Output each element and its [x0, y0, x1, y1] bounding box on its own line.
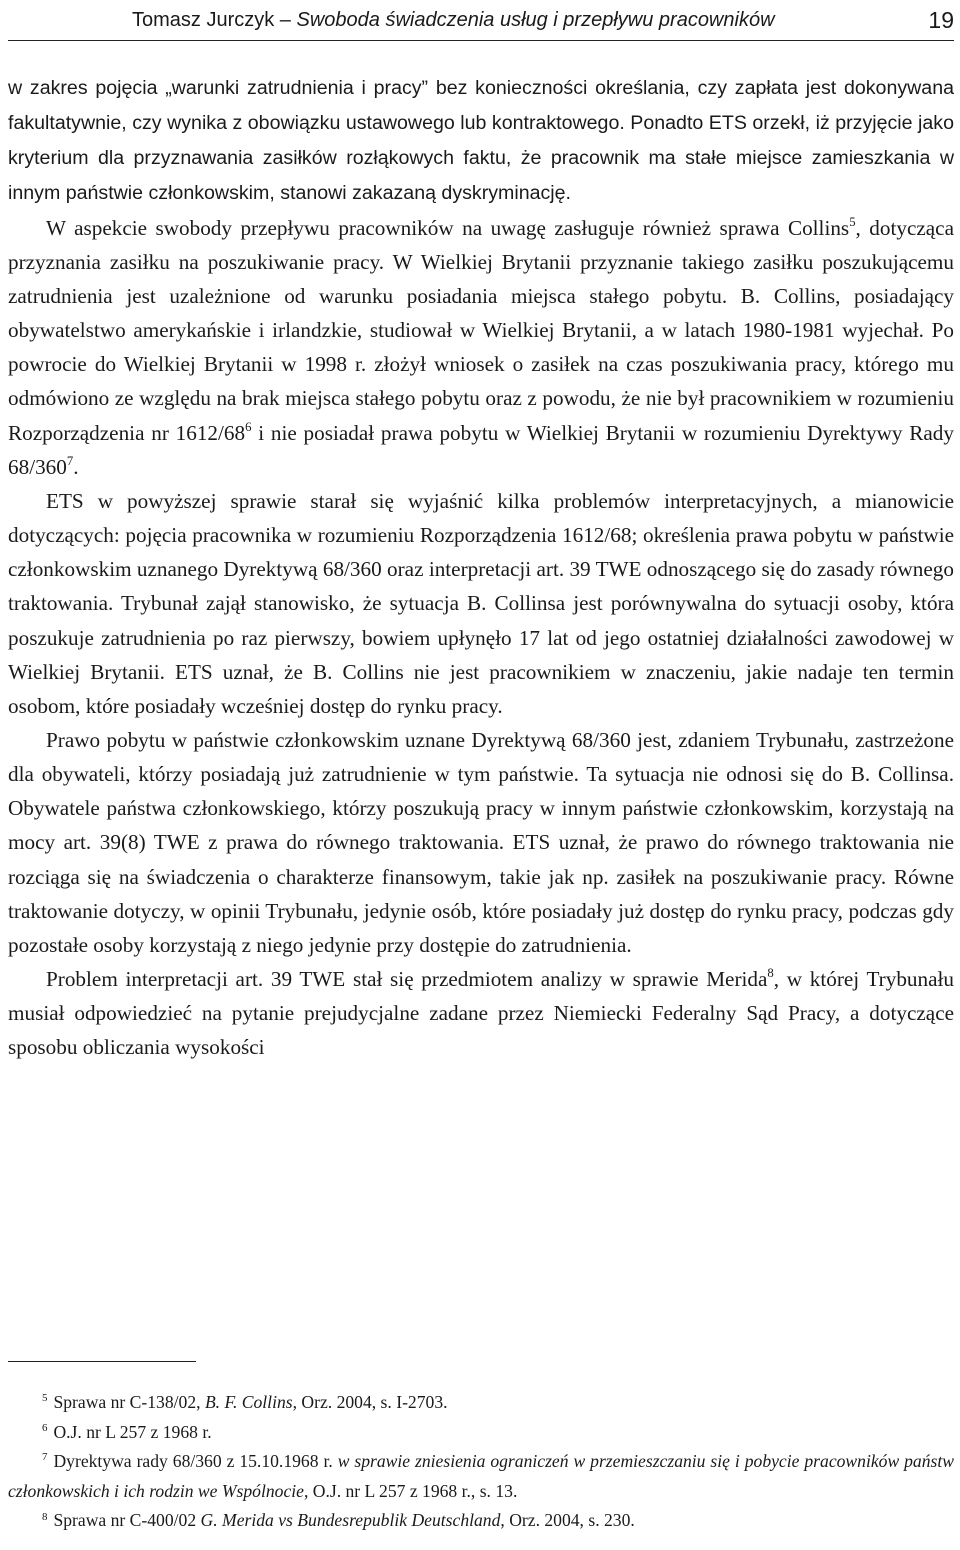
footnote-text-end: , Orz. 2004, s. I-2703.: [292, 1392, 448, 1412]
paragraph-4: Prawo pobytu w państwie członkowskim uznane Dyrektywą 68/360 jest, zdaniem Trybunału, zastrzeżone dla obywateli, którzy posiadają już zatrudnienie w tym państwie. Ta sytuacja nie odnosi się do B. Collinsa. Obywatele państwa członkowskiego, którzy poszukują pracy w innym państwie członkowskim, korzystają na mocy art. 39(8) TWE z prawa do równego traktowania. ETS uznał, że prawo do równego traktowania nie rozciąga się na świadczenia o charakterze finansowym, takie jak np. zasiłek na poszukiwanie pracy. Równe traktowanie dotyczy, w opinii Trybunału, jedynie osób, które posiadały już dostęp do rynku pracy, podczas gdy pozostałe osoby korzystają z niego jedynie przy dostępie do zatrudnienia.: [8, 727, 954, 957]
footnote-8: [8, 1506, 954, 1536]
paragraph-2: [8, 211, 954, 484]
footnote-5: [8, 1388, 954, 1418]
running-header: [10, 0, 954, 40]
paragraph-2-text-d: .: [73, 454, 79, 479]
footnote-number: 5: [42, 1392, 48, 1405]
footnote-text: Sprawa nr C-138/02,: [53, 1392, 205, 1412]
footnote-italic: B. F. Collins: [204, 1392, 293, 1412]
footnote-text-end: , Orz. 2004, s. 230.: [500, 1510, 635, 1531]
paragraph-2-text-a: W aspekcie swobody przepływu pracowników na uwagę zasługuje również sprawa Collins: [46, 215, 850, 240]
footnote-separator: [8, 1361, 196, 1362]
footnote-ref-6: 6: [245, 419, 252, 434]
paragraph-1-text: w zakres pojęcia „warunki zatrudnienia i pracy” bez konieczności określania, czy zapłata jest dokonywana fakultatywnie, czy wynika z obowiązku ustawowego lub kontraktowego. Ponadto ETS orzekł, iż przyjęcie jako kryterium dla przyznawania zasiłków rozłąkowych faktu, że pracownik ma stałe miejsce zamieszkania w innym państwie członkowskim, stanowi zakazaną dyskryminację.: [8, 77, 954, 205]
footnote-italic: w sprawie zniesienia ograniczeń w przemieszczaniu się i pobycie pracowników państw członkowskich i ich rodzin we Wspólnocie: [8, 1451, 954, 1501]
footnote-italic: G. Merida vs Bundesrepublik Deutschland: [200, 1510, 501, 1531]
footnotes: [8, 1388, 954, 1536]
paragraph-5: [8, 962, 954, 1064]
body-text: [8, 70, 954, 1065]
footnote-6: [8, 1418, 954, 1448]
footnote-number: 8: [42, 1510, 48, 1523]
footnote-text: Sprawa nr C-400/02: [53, 1510, 201, 1531]
paragraph-2-text-c: i nie posiadał prawa pobytu w Wielkiej Brytanii w rozumieniu Dyrektywy Rady 68/360: [8, 420, 954, 479]
footnote-text-end: , O.J. nr L 257 z 1968 r., s. 13.: [303, 1480, 518, 1501]
footnote-number: 7: [42, 1451, 48, 1464]
header-author: Tomasz Jurczyk –: [132, 8, 297, 31]
paragraph-2-text-b: , dotycząca przyznania zasiłku na poszukiwanie pracy. W Wielkiej Brytanii przyznanie takiego zasiłku poszukującemu zatrudnienia jest uzależnione od warunku posiadania miejsca stałego pobytu. B. Collins, posiadający obywatelstwo amerykańskie i irlandzkie, studiował w Wielkiej Brytanii, a w latach 1980-1981 wyjechał. Po powrocie do Wielkiej Brytanii w 1998 r. złożył wniosek o zasiłek na czas poszukiwania pracy, którego mu odmówiono ze względu na brak miejsca stałego pobytu oraz z powodu, że nie był pracownikiem w rozumieniu Rozporządzenia nr 1612/68: [8, 215, 954, 445]
paragraph-3: ETS w powyższej sprawie starał się wyjaśnić kilka problemów interpretacyjnych, a mianowicie dotyczących: pojęcia pracownika w rozumieniu Rozporządzenia 1612/68; określenia prawa pobytu w państwie członkowskim uznanego Dyrektywą 68/360 oraz interpretacji art. 39 TWE odnoszącego się do zasady równego traktowania. Trybunał zajął stanowisko, że sytuacja B. Collinsa jest porównywalna do sytuacji osoby, która poszukuje zatrudnienia po raz pierwszy, bowiem upłynęło 17 lat od jego ostatniej działalności zawodowej w Wielkiej Brytanii. ETS uznał, że B. Collins nie jest pracownikiem w znaczeniu, jakie nadaje ten termin osobom, które posiadały wcześniej dostęp do rynku pracy.: [8, 488, 954, 718]
footnote-number: 6: [42, 1421, 48, 1434]
footnote-text: Dyrektywa rady 68/360 z 15.10.1968 r.: [53, 1451, 338, 1472]
header-rule: [8, 40, 954, 41]
paragraph-5-text-b: , w której Trybunału musiał odpowiedzieć na pytanie prejudycjalne zadane przez Niemiecki Federalny Sąd Pracy, a dotyczące sposobu obliczania wysokości: [8, 967, 954, 1060]
footnote-7: [8, 1447, 954, 1506]
footnote-ref-5: 5: [849, 214, 856, 229]
running-head: [10, 9, 775, 32]
paragraph-5-text-a: Problem interpretacji art. 39 TWE stał się przedmiotem analizy w sprawie Merida: [46, 967, 768, 992]
footnote-text: O.J. nr L 257 z 1968 r.: [53, 1421, 212, 1442]
header-title: Swoboda świadczenia usług i przepływu pracowników: [296, 8, 775, 31]
footnote-ref-7: 7: [66, 453, 74, 468]
paragraph-1: [8, 70, 954, 211]
page-number: 19: [928, 6, 954, 33]
footnote-ref-8: 8: [767, 966, 774, 981]
